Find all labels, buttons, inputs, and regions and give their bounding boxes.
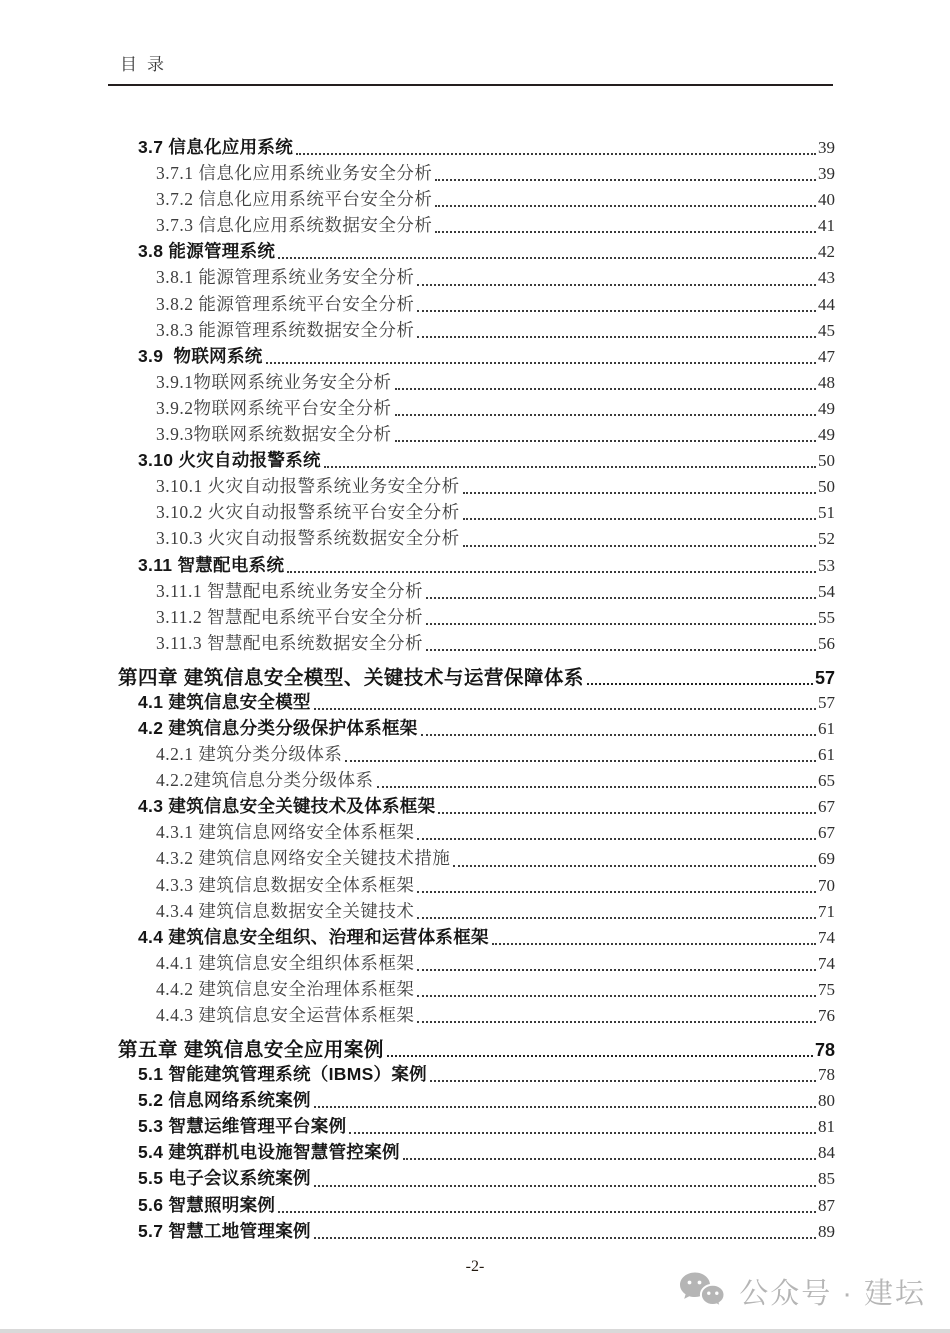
toc-entry-page: 49 bbox=[818, 398, 835, 418]
toc-entry bbox=[118, 1165, 835, 1191]
dotted-leader bbox=[587, 683, 813, 685]
toc-entry bbox=[118, 872, 835, 898]
toc-entry-label: 3.11.3 智慧配电系统数据安全分析 bbox=[156, 632, 423, 653]
dotted-leader bbox=[395, 440, 817, 442]
toc-entry-page: 56 bbox=[818, 633, 835, 653]
toc-entry-page: 81 bbox=[818, 1117, 835, 1137]
toc-entry-label: 4.3.4 建筑信息数据安全关键技术 bbox=[156, 900, 415, 921]
dotted-leader bbox=[287, 571, 816, 573]
toc-entry-label: 3.8.1 能源管理系统业务安全分析 bbox=[156, 267, 415, 288]
dotted-leader bbox=[403, 1158, 816, 1160]
toc-entry bbox=[118, 1002, 835, 1028]
toc-entry-page: 50 bbox=[818, 451, 835, 471]
toc-entry-page: 65 bbox=[818, 771, 835, 791]
toc-entry-page: 78 bbox=[818, 1065, 835, 1085]
dotted-leader bbox=[417, 838, 816, 840]
toc-entry-label: 第五章 建筑信息安全应用案例 bbox=[118, 1039, 384, 1062]
dotted-leader bbox=[417, 310, 816, 312]
toc-entry-page: 41 bbox=[818, 216, 835, 236]
toc-entry bbox=[118, 715, 835, 741]
dotted-leader bbox=[314, 1185, 816, 1187]
page-number: -2- bbox=[465, 1258, 485, 1275]
header-rule bbox=[108, 84, 833, 86]
dotted-leader bbox=[314, 1106, 816, 1108]
toc-entry-label: 5.1 智能建筑管理系统（IBMS）案例 bbox=[138, 1064, 427, 1085]
dotted-leader bbox=[417, 969, 816, 971]
toc-entry-page: 61 bbox=[818, 745, 835, 765]
toc-entry bbox=[118, 793, 835, 819]
toc-entry-page: 54 bbox=[818, 581, 835, 601]
toc-entry bbox=[118, 1034, 835, 1061]
toc-entry-label: 5.3 智慧运维管理平台案例 bbox=[138, 1116, 347, 1137]
dotted-leader bbox=[349, 1132, 816, 1134]
toc-entry bbox=[118, 1113, 835, 1139]
toc-entry bbox=[118, 552, 835, 578]
toc-entry bbox=[118, 604, 835, 630]
watermark bbox=[678, 1270, 926, 1313]
toc-entry-label: 3.7 信息化应用系统 bbox=[138, 137, 293, 157]
toc-entry-page: 55 bbox=[818, 607, 835, 627]
dotted-leader bbox=[435, 179, 816, 181]
toc-entry bbox=[118, 317, 835, 343]
toc-entry-page: 80 bbox=[818, 1091, 835, 1111]
toc-entry-label: 4.3.3 建筑信息数据安全体系框架 bbox=[156, 874, 415, 895]
toc-entry bbox=[118, 819, 835, 845]
toc-entry bbox=[118, 134, 835, 160]
dotted-leader bbox=[377, 786, 817, 788]
dotted-leader bbox=[417, 917, 816, 919]
toc-entry-label: 4.2.1 建筑分类分级体系 bbox=[156, 744, 343, 765]
toc-entry bbox=[118, 499, 835, 525]
dotted-leader bbox=[278, 257, 816, 259]
dotted-leader bbox=[296, 153, 816, 155]
toc-entry-page: 84 bbox=[818, 1143, 835, 1163]
toc-entry bbox=[118, 1192, 835, 1218]
toc-entry-label: 3.10 火灾自动报警系统 bbox=[138, 450, 321, 471]
toc-entry-page: 70 bbox=[818, 875, 835, 895]
toc-entry-page: 61 bbox=[818, 718, 835, 738]
toc-entry bbox=[118, 1087, 835, 1113]
dotted-leader bbox=[492, 943, 816, 945]
toc-entry-label: 4.3 建筑信息安全关键技术及体系框架 bbox=[138, 796, 436, 817]
dotted-leader bbox=[430, 1080, 816, 1082]
dotted-leader bbox=[426, 649, 816, 651]
toc-entry-label: 5.2 信息网络系统案例 bbox=[138, 1090, 311, 1111]
toc-entry bbox=[118, 369, 835, 395]
toc-entry bbox=[118, 741, 835, 767]
toc-entry-page: 85 bbox=[818, 1169, 835, 1189]
toc-entry-label: 3.8.2 能源管理系统平台安全分析 bbox=[156, 293, 415, 314]
toc-entry-label: 3.10.1 火灾自动报警系统业务安全分析 bbox=[156, 476, 460, 497]
toc-entry-page: 78 bbox=[814, 1040, 835, 1061]
toc-entry-label: 4.2.2建筑信息分类分级体系 bbox=[156, 770, 374, 791]
dotted-leader bbox=[463, 518, 816, 520]
toc-entry bbox=[118, 291, 835, 317]
toc-entry-page: 43 bbox=[818, 268, 835, 288]
toc-entry-page: 57 bbox=[814, 667, 835, 688]
toc-entry bbox=[118, 473, 835, 499]
toc-entry bbox=[118, 845, 835, 871]
toc-entry bbox=[118, 689, 835, 715]
dotted-leader bbox=[417, 891, 816, 893]
toc-entry bbox=[118, 898, 835, 924]
toc-entry bbox=[118, 1218, 835, 1244]
dotted-leader bbox=[387, 1055, 813, 1057]
dotted-leader bbox=[278, 1211, 816, 1213]
dotted-leader bbox=[426, 623, 816, 625]
dotted-leader bbox=[395, 414, 817, 416]
toc-entry bbox=[118, 1061, 835, 1087]
toc-entry-label: 5.4 建筑群机电设施智慧管控案例 bbox=[138, 1142, 400, 1163]
toc-entry-label: 3.11 智慧配电系统 bbox=[138, 554, 285, 575]
bottom-border bbox=[0, 1329, 950, 1333]
toc-entry-page: 53 bbox=[818, 555, 835, 575]
toc-entry bbox=[118, 160, 835, 186]
dotted-leader bbox=[417, 995, 816, 997]
dotted-leader bbox=[426, 597, 816, 599]
toc-entry-label: 3.11.1 智慧配电系统业务安全分析 bbox=[156, 580, 423, 601]
toc-entry-label: 3.9.3物联网系统数据安全分析 bbox=[156, 424, 392, 445]
toc-entry-page: 69 bbox=[818, 849, 835, 869]
dotted-leader bbox=[345, 760, 816, 762]
toc-entry bbox=[118, 212, 835, 238]
toc-entry-label: 4.4 建筑信息安全组织、治理和运营体系框架 bbox=[138, 926, 489, 947]
toc-entry-label: 3.8 能源管理系统 bbox=[138, 241, 276, 262]
toc-entry-page: 42 bbox=[818, 242, 835, 262]
toc-entry-page: 75 bbox=[818, 979, 835, 999]
toc-entry-page: 39 bbox=[818, 138, 835, 157]
toc-entry-label: 5.6 智慧照明案例 bbox=[138, 1194, 276, 1215]
dotted-leader bbox=[417, 1021, 816, 1023]
toc-entry bbox=[118, 447, 835, 473]
toc-entry-label: 5.7 智慧工地管理案例 bbox=[138, 1220, 311, 1241]
dotted-leader bbox=[417, 284, 816, 286]
watermark-text: 公众号 · 建坛 bbox=[739, 1278, 926, 1310]
toc-entry-label: 3.7.2 信息化应用系统平台安全分析 bbox=[156, 189, 433, 210]
toc-entry-label: 4.3.1 建筑信息网络安全体系框架 bbox=[156, 822, 415, 843]
toc-entry bbox=[118, 264, 835, 290]
toc-entry-label: 第四章 建筑信息安全模型、关键技术与运营保障体系 bbox=[118, 666, 584, 689]
toc-entry-page: 89 bbox=[818, 1221, 835, 1241]
toc-entry-page: 48 bbox=[818, 372, 835, 392]
toc-entry bbox=[118, 924, 835, 950]
toc-entry-page: 67 bbox=[818, 797, 835, 817]
dotted-leader bbox=[421, 734, 816, 736]
toc-entry-page: 49 bbox=[818, 425, 835, 445]
toc-entry-label: 3.9.2物联网系统平台安全分析 bbox=[156, 397, 392, 418]
toc-entry-label: 4.4.1 建筑信息安全组织体系框架 bbox=[156, 952, 415, 973]
toc-entry-label: 3.7.3 信息化应用系统数据安全分析 bbox=[156, 215, 433, 236]
toc-entry bbox=[118, 343, 835, 369]
toc-entry-page: 40 bbox=[818, 190, 835, 210]
dotted-leader bbox=[324, 466, 816, 468]
toc-entry bbox=[118, 976, 835, 1002]
toc-entry-page: 47 bbox=[818, 346, 835, 366]
toc-entry bbox=[118, 662, 835, 689]
dotted-leader bbox=[435, 205, 816, 207]
wechat-icon bbox=[678, 1270, 726, 1313]
dotted-leader bbox=[395, 388, 817, 390]
toc-entry-page: 76 bbox=[818, 1006, 835, 1025]
toc-entry bbox=[118, 186, 835, 212]
toc-entry-label: 4.4.3 建筑信息安全运营体系框架 bbox=[156, 1005, 415, 1025]
dotted-leader bbox=[417, 336, 816, 338]
dotted-leader bbox=[266, 362, 816, 364]
toc-entry-label: 5.5 电子会议系统案例 bbox=[138, 1168, 311, 1189]
toc-entry bbox=[118, 525, 835, 551]
dotted-leader bbox=[463, 492, 816, 494]
toc-entry bbox=[118, 630, 835, 656]
toc-entry bbox=[118, 421, 835, 447]
toc-entry-page: 71 bbox=[818, 901, 835, 921]
toc-entry-label: 4.4.2 建筑信息安全治理体系框架 bbox=[156, 978, 415, 999]
toc-entry bbox=[118, 238, 835, 264]
toc-entry-page: 45 bbox=[818, 320, 835, 340]
dotted-leader bbox=[453, 865, 816, 867]
page-title: 目录 bbox=[120, 55, 174, 74]
toc-entry-page: 44 bbox=[818, 294, 835, 314]
toc-entry-label: 3.10.3 火灾自动报警系统数据安全分析 bbox=[156, 528, 460, 549]
dotted-leader bbox=[463, 545, 816, 547]
toc-entry-page: 50 bbox=[818, 477, 835, 497]
toc-entry-page: 87 bbox=[818, 1195, 835, 1215]
toc-entry bbox=[118, 578, 835, 604]
toc-entry-label: 3.9 物联网系统 bbox=[138, 345, 263, 366]
toc-entry-label: 4.1 建筑信息安全模型 bbox=[138, 691, 311, 712]
toc-entry bbox=[118, 395, 835, 421]
toc-entry-label: 3.9.1物联网系统业务安全分析 bbox=[156, 371, 392, 392]
toc-entry-label: 3.10.2 火灾自动报警系统平台安全分析 bbox=[156, 502, 460, 523]
toc-entry-page: 57 bbox=[818, 692, 835, 712]
toc-entry-label: 4.2 建筑信息分类分级保护体系框架 bbox=[138, 717, 418, 738]
toc-entry bbox=[118, 950, 835, 976]
toc-entry bbox=[118, 767, 835, 793]
toc-entry-label: 3.11.2 智慧配电系统平台安全分析 bbox=[156, 606, 423, 627]
toc-entry-page: 67 bbox=[818, 823, 835, 843]
dotted-leader bbox=[438, 812, 816, 814]
toc-entry-label: 4.3.2 建筑信息网络安全关键技术措施 bbox=[156, 848, 451, 869]
dotted-leader bbox=[314, 708, 816, 710]
toc-entry-page: 74 bbox=[818, 953, 835, 973]
toc-entry-page: 51 bbox=[818, 503, 835, 523]
toc-entry-page: 39 bbox=[818, 164, 835, 184]
toc-entry-label: 3.7.1 信息化应用系统业务安全分析 bbox=[156, 163, 433, 184]
dotted-leader bbox=[314, 1237, 816, 1239]
toc-entry-page: 74 bbox=[818, 927, 835, 947]
toc-entry-label: 3.8.3 能源管理系统数据安全分析 bbox=[156, 319, 415, 340]
toc-list bbox=[118, 134, 835, 1244]
toc-entry bbox=[118, 1139, 835, 1165]
dotted-leader bbox=[435, 231, 816, 233]
toc-entry-page: 52 bbox=[818, 529, 835, 549]
